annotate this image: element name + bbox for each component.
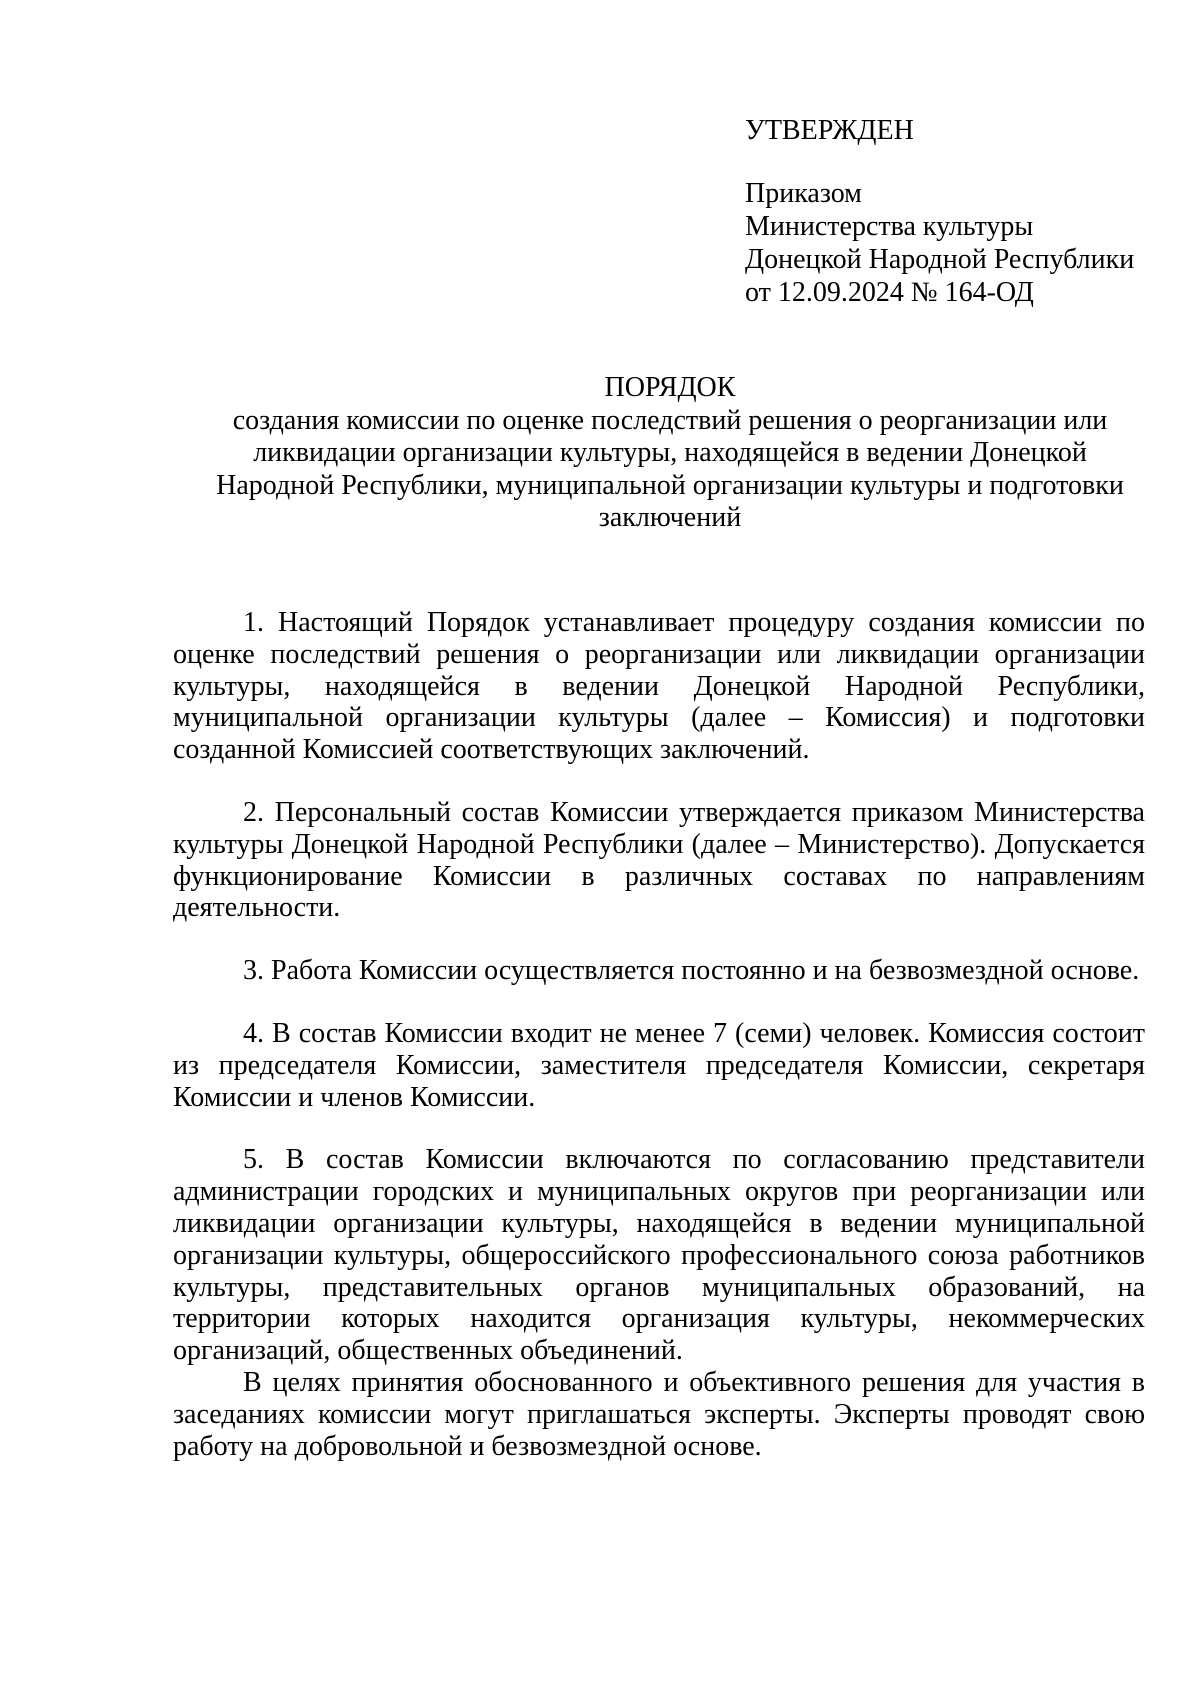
paragraph-4: 4. В состав Комиссии входит не менее 7 (семи) человек. Комиссия состоит из председателя Комиссии, заместителя председателя Комиссии, секретаря Комиссии и членов Комиссии. bbox=[173, 1017, 1145, 1113]
title-subtitle-line: Народной Республики, муниципальной организации культуры и подготовки bbox=[216, 469, 1124, 501]
approval-line: Донецкой Народной Республики bbox=[745, 244, 1135, 275]
paragraph-5: 5. В состав Комиссии включаются по согласованию представители администрации городских и муниципальных округов при реорганизации или ликвидации организации культуры, находящейся в ведении муниципальной организации культуры, общероссийского профессионального союза работников культуры, представительных органов муниципальных образований, на территории которых находится организация культуры, некоммерческих организаций, общественных объединений. bbox=[173, 1144, 1145, 1367]
approval-stamp: УТВЕРЖДЕН bbox=[745, 115, 914, 146]
title-subtitle-line: ликвидации организации культуры, находящейся в ведении Донецкой bbox=[253, 437, 1087, 468]
paragraph-3: 3. Работа Комиссии осуществляется постоянно и на безвозмездной основе. bbox=[243, 955, 1140, 987]
title-heading: ПОРЯДОК bbox=[604, 372, 736, 403]
paragraph-5-continuation: В целях принятия обоснованного и объективного решения для участия в заседаниях комиссии могут приглашаться эксперты. Эксперты проводят свою работу на добровольной и безвозмездной основе. bbox=[173, 1366, 1145, 1462]
title-subtitle-line: заключений bbox=[598, 502, 742, 533]
document-title bbox=[170, 372, 1170, 535]
paragraph-2: 2. Персональный состав Комиссии утверждается приказом Министерства культуры Донецкой Народной Республики (далее – Министерство). Допускается функционирование Комиссии в различных составах по направлениям деятельности. bbox=[173, 796, 1145, 924]
paragraph-1: 1. Настоящий Порядок устанавливает процедуру создания комиссии по оценке последствий решения о реорганизации или ликвидации организации культуры, находящейся в ведении Донецкой Народной Республики, муниципальной организации культуры (далее – Комиссия) и подготовки созданной Комиссией соответствующих заключений. bbox=[173, 607, 1145, 766]
approval-block bbox=[745, 114, 1165, 309]
title-subtitle-line: создания комиссии по оценке последствий решения о реорганизации или bbox=[232, 404, 1108, 436]
document-body bbox=[173, 607, 1145, 1462]
approval-line-date: от 12.09.2024 № 164-ОД bbox=[745, 277, 1034, 308]
approval-line: Приказом bbox=[745, 178, 862, 209]
approval-line: Министерства культуры bbox=[745, 211, 1034, 242]
